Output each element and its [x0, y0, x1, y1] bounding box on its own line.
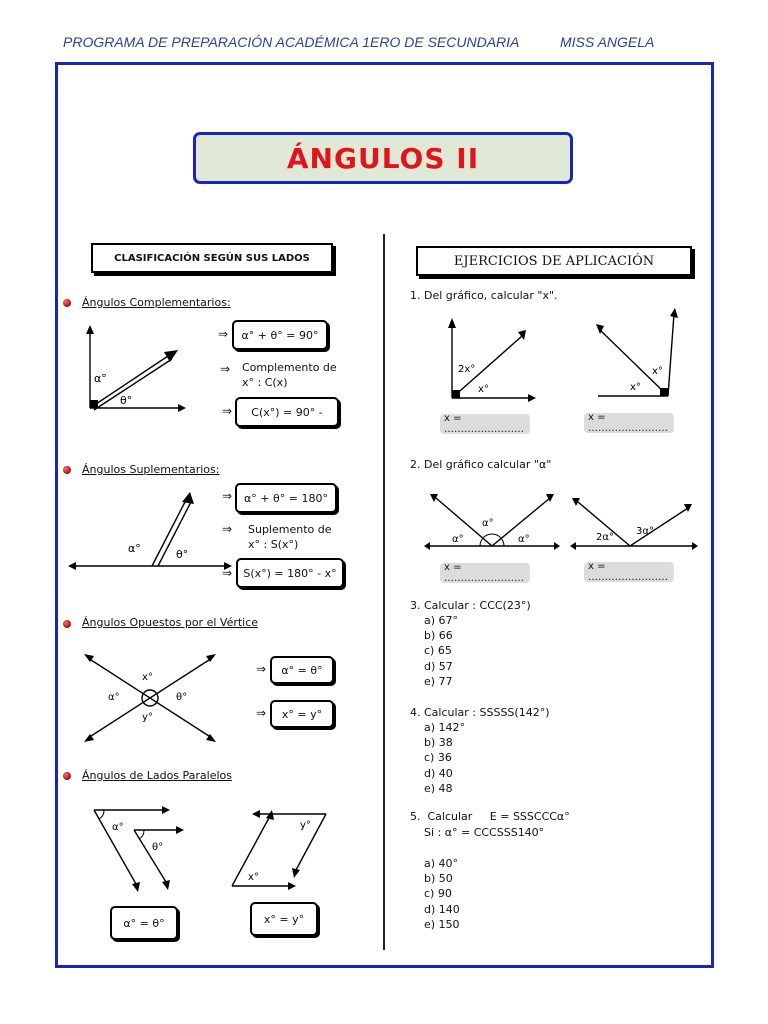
formula-box: α° = θ° — [270, 656, 334, 684]
svg-text:2α°: 2α° — [596, 532, 614, 543]
option[interactable]: c) 65 — [424, 644, 452, 658]
option[interactable]: d) 140 — [424, 902, 460, 916]
complemento-text: Complemento de — [242, 361, 337, 374]
bullet-icon — [63, 620, 71, 628]
bullet-icon — [63, 299, 71, 307]
option[interactable]: e) 150 — [424, 917, 460, 931]
title-box — [193, 132, 573, 184]
svg-text:α°: α° — [518, 534, 530, 545]
svg-text:x°: x° — [630, 382, 641, 393]
question-3: 3. Calcular : CCC(23°) — [410, 599, 531, 612]
arrow-icon: ⇒ — [222, 566, 233, 580]
vertical-angles-diagram — [80, 648, 220, 748]
question-4: 4. Calcular : SSSSS(142°) — [410, 706, 550, 719]
option[interactable]: e) 48 — [424, 781, 453, 795]
svg-text:α°: α° — [482, 518, 494, 529]
answer-field[interactable]: x = …………………… — [440, 563, 530, 583]
svg-text:α°: α° — [452, 534, 464, 545]
svg-text:y°: y° — [142, 712, 153, 723]
question-3-options — [424, 613, 458, 689]
label-suplementarios: Ángulos Suplementarios: — [82, 463, 220, 476]
formula-box: α° + θ° = 180° — [235, 483, 337, 513]
formula-box: α° + θ° = 90° — [232, 320, 328, 350]
question-5-condition: Si : α° = CCCSSS140° — [424, 826, 545, 839]
answer-field[interactable]: x = …………………… — [584, 413, 674, 433]
arrow-icon: ⇒ — [218, 327, 229, 341]
question-4-options — [424, 720, 465, 796]
svg-text:2x°: 2x° — [458, 364, 476, 375]
option[interactable]: c) 36 — [424, 751, 452, 765]
arrow-icon: ⇒ — [256, 662, 267, 676]
svg-text:x°: x° — [142, 672, 153, 683]
question-1-diagram-b — [590, 306, 690, 402]
complemento-text-2: x° : C(x) — [242, 376, 288, 389]
arrow-icon: ⇒ — [220, 362, 231, 376]
option[interactable]: a) 67° — [424, 614, 459, 627]
svg-text:α°: α° — [112, 822, 124, 833]
question-2-diagram-b — [570, 496, 700, 556]
arrow-icon: ⇒ — [222, 404, 233, 418]
option[interactable]: d) 57 — [424, 659, 453, 673]
label-complementarios: Ángulos Complementarios: — [82, 296, 231, 309]
svg-text:θ°: θ° — [120, 394, 133, 407]
header-teacher: MISS ANGELA — [560, 34, 655, 50]
page-title: ÁNGULOS II — [286, 141, 480, 175]
section-title-left: CLASIFICACIÓN SEGÚN SUS LADOS — [91, 243, 333, 273]
question-2-diagram-a — [424, 490, 560, 556]
svg-text:y°: y° — [300, 820, 311, 831]
question-5: 5. Calcular E = SSSCCCα° — [410, 810, 570, 823]
svg-text:θ°: θ° — [176, 692, 188, 703]
svg-text:α°: α° — [94, 372, 107, 385]
svg-text:3α°: 3α° — [636, 526, 654, 537]
option[interactable]: a) 142° — [424, 721, 466, 734]
arrow-icon: ⇒ — [222, 522, 233, 536]
label-paralelos: Ángulos de Lados Paralelos — [82, 769, 233, 782]
supplementary-angles-diagram — [66, 490, 236, 580]
complementary-angles-diagram — [78, 320, 198, 420]
question-5-options — [424, 856, 460, 932]
svg-text:α°: α° — [108, 692, 120, 703]
bullet-icon — [63, 772, 71, 780]
option[interactable]: b) 38 — [424, 736, 453, 750]
column-divider — [383, 234, 385, 950]
question-1: 1. Del gráfico, calcular "x". — [410, 289, 558, 302]
arrow-icon: ⇒ — [256, 706, 267, 720]
label-opuestos: Ángulos Opuestos por el Vértice — [82, 616, 259, 629]
formula-box: x° = y° — [250, 902, 318, 936]
section-title-right: EJERCICIOS DE APLICACIÓN — [416, 246, 692, 276]
svg-text:x°: x° — [652, 366, 663, 377]
formula-box: S(x°) = 180° - x° — [236, 558, 344, 588]
parallel-sides-diagram-2 — [222, 806, 334, 892]
option[interactable]: e) 77 — [424, 674, 453, 688]
svg-text:θ°: θ° — [176, 548, 189, 561]
option[interactable]: a) 40° — [424, 857, 459, 870]
option[interactable]: c) 90 — [424, 887, 452, 901]
formula-box: x° = y° — [270, 700, 334, 728]
question-1-diagram-a — [440, 312, 540, 402]
answer-field[interactable]: x = …………………… — [440, 414, 530, 434]
arrow-icon: ⇒ — [222, 489, 233, 503]
svg-text:x°: x° — [478, 384, 489, 395]
formula-box: α° = θ° — [110, 906, 178, 940]
parallel-sides-diagram-1 — [86, 800, 186, 895]
suplemento-text-2: x° : S(x°) — [248, 538, 299, 551]
question-2: 2. Del gráfico calcular "α" — [410, 458, 552, 471]
svg-text:θ°: θ° — [152, 842, 164, 853]
svg-text:x°: x° — [248, 872, 259, 883]
answer-field[interactable]: x = …………………… — [584, 562, 674, 582]
option[interactable]: b) 50 — [424, 872, 453, 886]
header-program: PROGRAMA DE PREPARACIÓN ACADÉMICA 1ERO DE SECUNDARIA — [63, 34, 520, 50]
bullet-icon — [63, 466, 71, 474]
svg-text:α°: α° — [128, 542, 141, 555]
option[interactable]: b) 66 — [424, 629, 453, 643]
option[interactable]: d) 40 — [424, 766, 453, 780]
formula-box: C(x°) = 90° - — [235, 397, 339, 427]
suplemento-text: Suplemento de — [248, 523, 332, 536]
